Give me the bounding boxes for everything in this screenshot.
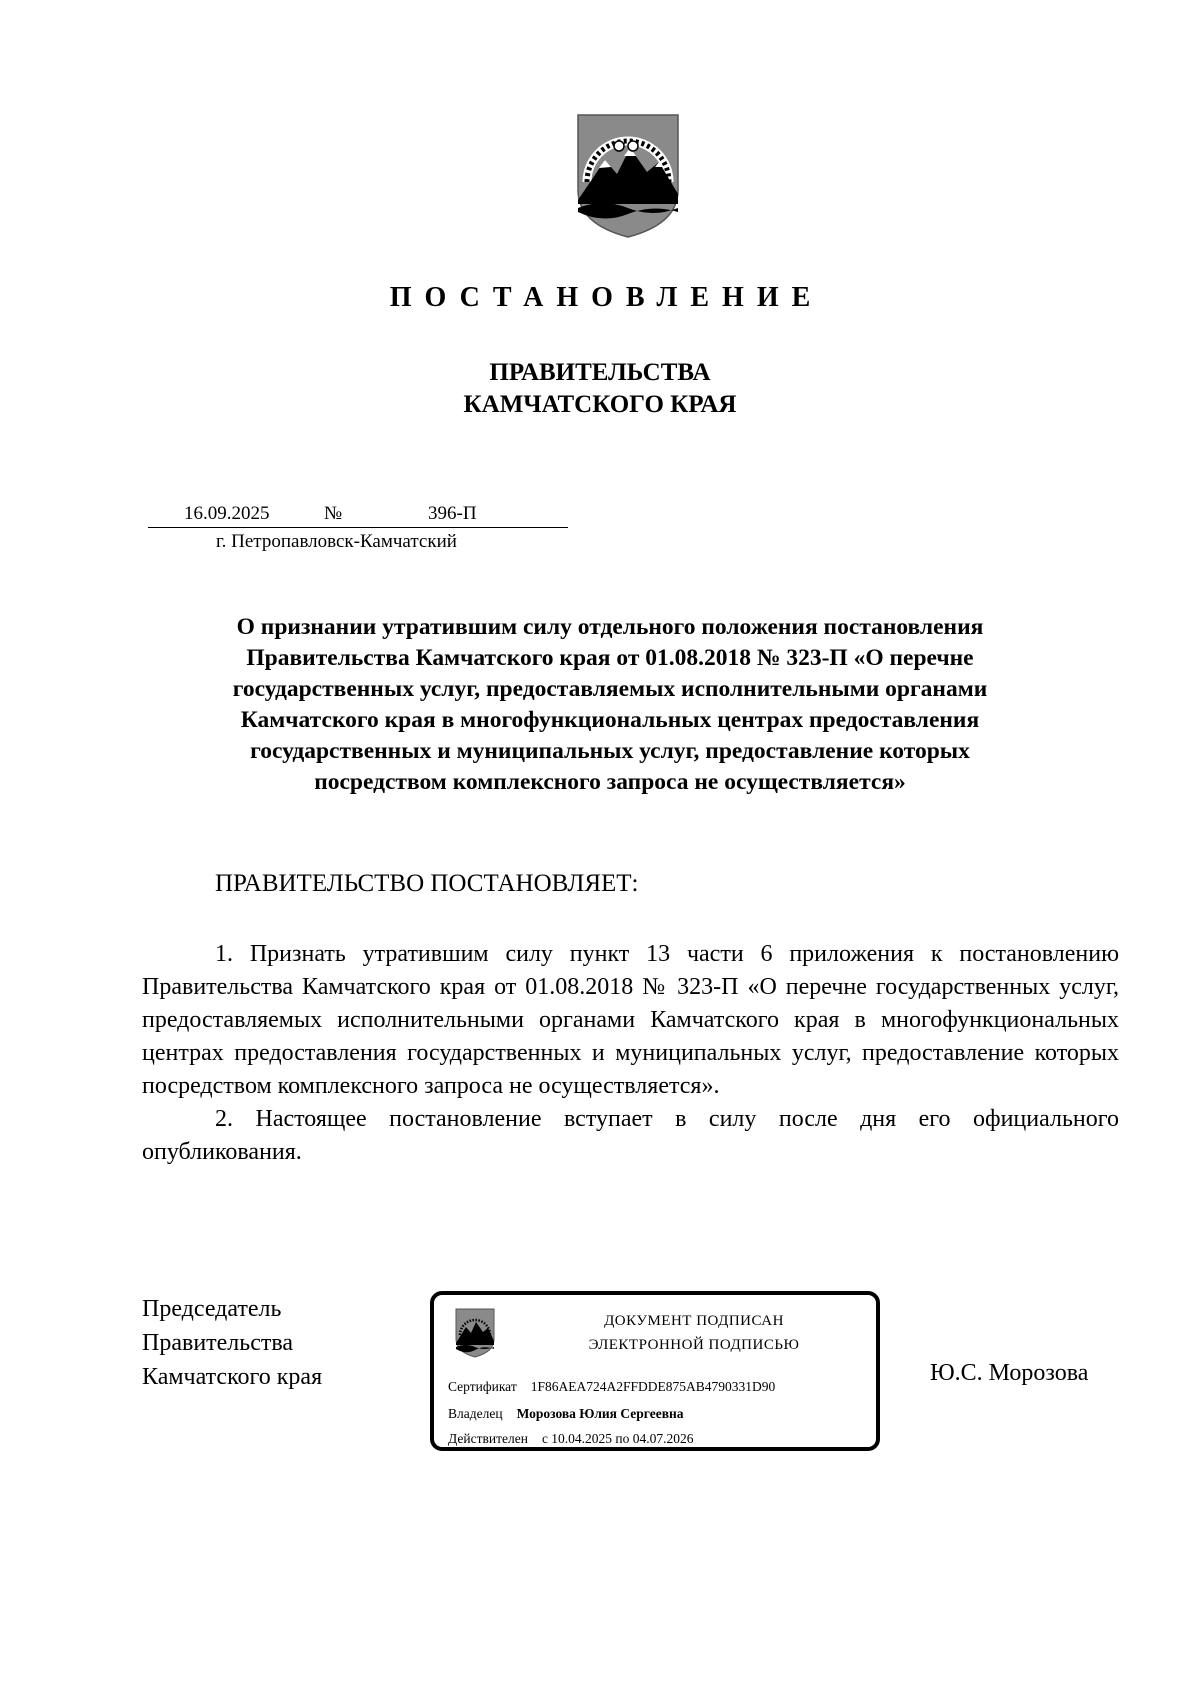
stamp-coat-of-arms-icon bbox=[454, 1307, 496, 1359]
validity-label: Действителен bbox=[448, 1431, 528, 1446]
position-line-1: Председатель bbox=[142, 1296, 282, 1322]
authority-line-2: КАМЧАТСКОГО КРАЯ bbox=[463, 391, 737, 418]
document-subject bbox=[150, 612, 1070, 798]
issuing-authority bbox=[0, 357, 1200, 421]
authority-line-1: ПРАВИТЕЛЬСТВА bbox=[489, 359, 711, 386]
subject-line: Правительства Камчатского края от 01.08.2018 № 323-П «О перечне bbox=[246, 645, 974, 671]
number-sign: № bbox=[324, 503, 343, 524]
registration-underline bbox=[148, 527, 568, 528]
position-line-2: Правительства bbox=[142, 1330, 294, 1356]
subject-line: государственных услуг, предоставляемых исполнительными органами bbox=[232, 676, 988, 702]
owner-value: Морозова Юлия Сергеевна bbox=[516, 1406, 684, 1421]
decree-statement: ПРАВИТЕЛЬСТВО ПОСТАНОВЛЯЕТ: bbox=[215, 870, 639, 897]
document-body bbox=[142, 938, 1119, 1169]
stamp-heading-line-1: ДОКУМЕНТ ПОДПИСАН bbox=[604, 1313, 784, 1329]
subject-line: О признании утратившим силу отдельного положения постановления bbox=[236, 614, 984, 640]
certificate-label: Сертификат bbox=[448, 1379, 517, 1394]
document-title: ПОСТАНОВЛЕНИЕ bbox=[389, 282, 824, 313]
owner-row bbox=[448, 1406, 684, 1422]
point-1: 1. Признать утратившим силу пункт 13 части 6 приложения к постановлению Правительства Камчатского края от 01.08.2018 № 323-П «О перечне государственных услуг, предоставляемых исполнительными органами Камчатского края в многофункциональных центрах предоставления государственных и муниципальных услуг, предоставление которых посредством комплексного запроса не осуществляется». bbox=[142, 941, 1119, 1099]
owner-label: Владелец bbox=[448, 1406, 503, 1421]
stamp-heading-line-2: ЭЛЕКТРОННОЙ ПОДПИСЬЮ bbox=[588, 1337, 800, 1353]
subject-line: Камчатского края в многофункциональных центрах предоставления bbox=[240, 707, 980, 733]
certificate-row bbox=[448, 1379, 775, 1395]
signatory-position bbox=[142, 1292, 322, 1394]
point-2: 2. Настоящее постановление вступает в силу после дня его официального опубликования. bbox=[142, 1106, 1119, 1165]
document-city: г. Петропавловск-Камчатский bbox=[216, 531, 457, 552]
signatory-name: Ю.С. Морозова bbox=[930, 1360, 1089, 1386]
subject-line: посредством комплексного запроса не осуществляется» bbox=[314, 769, 906, 795]
electronic-signature-stamp bbox=[430, 1291, 880, 1451]
document-number: 396-П bbox=[428, 503, 477, 524]
coat-of-arms-icon bbox=[575, 112, 681, 240]
certificate-value: 1F86AEA724A2FFDDE875AB4790331D90 bbox=[530, 1379, 776, 1394]
validity-value: с 10.04.2025 по 04.07.2026 bbox=[541, 1431, 694, 1446]
document-date: 16.09.2025 bbox=[184, 503, 270, 524]
subject-line: государственных и муниципальных услуг, предоставление которых bbox=[250, 738, 970, 764]
registration-line bbox=[148, 503, 568, 529]
validity-row bbox=[448, 1431, 694, 1447]
position-line-3: Камчатского края bbox=[142, 1364, 323, 1390]
